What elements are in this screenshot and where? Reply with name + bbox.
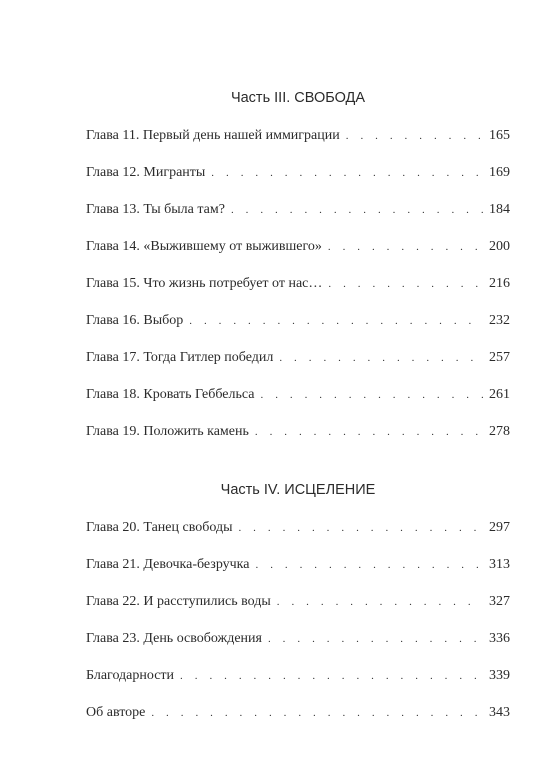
toc-entry[interactable] [86,629,510,648]
part-title: Часть IV. ИСЦЕЛЕНИЕ [220,482,376,498]
toc-entry[interactable] [86,126,510,145]
entry-title: Глава 19. Положить камень [86,424,249,439]
toc-entry-list [86,126,510,441]
entry-page-number: 313 [489,557,510,572]
toc-entry[interactable] [86,274,510,293]
entry-title: Глава 17. Тогда Гитлер победил [86,350,274,365]
entry-page-number: 327 [489,594,510,609]
dot-leader [268,630,483,649]
toc-entry[interactable] [86,422,510,441]
entry-title: Глава 18. Кровать Геббельса [86,387,255,402]
toc-entry[interactable] [86,163,510,182]
entry-page-number: 165 [489,128,510,143]
entry-page-number: 343 [489,705,510,720]
entry-page-number: 297 [489,520,510,535]
toc-part-3 [86,88,510,459]
entry-page-number: 232 [489,313,510,328]
dot-leader [277,593,483,612]
toc-entry[interactable] [86,703,510,722]
entry-title: Глава 16. Выбор [86,313,184,328]
toc-part-4 [86,480,510,740]
entry-page-number: 336 [489,631,510,646]
dot-leader [231,201,483,220]
entry-page-number: 339 [489,668,510,683]
entry-page-number: 216 [489,276,510,291]
entry-title: Об авторе [86,705,146,720]
dot-leader [180,667,483,686]
entry-title: Глава 23. День освобождения [86,631,262,646]
toc-entry[interactable] [86,311,510,330]
entry-title: Глава 22. И расступились воды [86,594,271,609]
toc-entry[interactable] [86,555,510,574]
dot-leader [328,238,483,257]
entry-title: Глава 21. Девочка-безручка [86,557,250,572]
toc-entry[interactable] [86,666,510,685]
entry-page-number: 261 [489,387,510,402]
entry-title: Глава 15. Что жизнь потребует от нас… [86,276,323,291]
dot-leader [256,556,484,575]
entry-page-number: 169 [489,165,510,180]
entry-page-number: 200 [489,239,510,254]
dot-leader [279,349,483,368]
toc-entry-list [86,518,510,722]
entry-title: Благодарности [86,668,175,683]
toc-entry[interactable] [86,237,510,256]
entry-page-number: 184 [489,202,510,217]
entry-page-number: 278 [489,424,510,439]
dot-leader [238,519,483,538]
entry-title: Глава 13. Ты была там? [86,202,225,217]
dot-leader [328,275,483,294]
toc-entry[interactable] [86,348,510,367]
dot-leader [255,423,483,442]
entry-page-number: 257 [489,350,510,365]
dot-leader [189,312,483,331]
entry-title: Глава 12. Мигранты [86,165,206,180]
entry-title: Глава 20. Танец свободы [86,520,233,535]
toc-entry[interactable] [86,518,510,537]
dot-leader [261,386,484,405]
part-title: Часть III. СВОБОДА [230,90,366,106]
toc-entry[interactable] [86,592,510,611]
toc-entry[interactable] [86,385,510,404]
entry-title: Глава 11. Первый день нашей иммиграции [86,128,340,143]
dot-leader [211,164,483,183]
dot-leader [151,704,483,723]
entry-title: Глава 14. «Выжившему от выжившего» [86,239,322,254]
dot-leader [346,127,483,146]
toc-entry[interactable] [86,200,510,219]
